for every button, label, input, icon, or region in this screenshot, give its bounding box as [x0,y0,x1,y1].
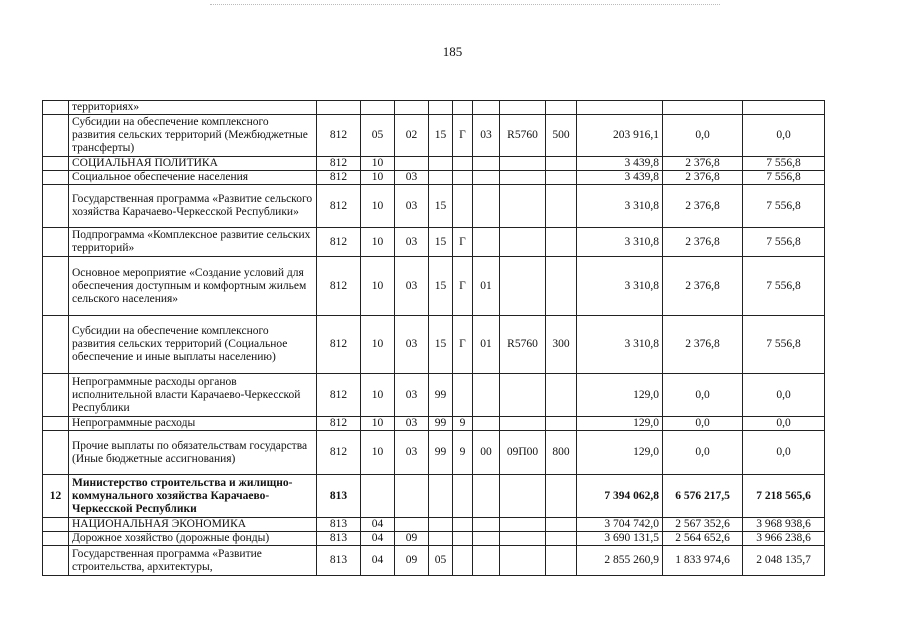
row-number-cell [43,115,69,157]
direction-code-cell [500,374,546,417]
event-code-cell [473,157,500,171]
direction-code-cell: R5760 [500,115,546,157]
table-row [43,115,825,157]
amount-year1-cell: 3 439,8 [577,157,663,171]
grbs-code-cell: 813 [317,518,361,532]
event-code-cell [473,546,500,576]
item-name-cell: Прочие выплаты по обязательствам государства (Иные бюджетные ассигнования) [69,431,317,475]
amount-year1-cell: 7 394 062,8 [577,475,663,518]
section-code-cell: 10 [361,157,395,171]
table-row [43,257,825,316]
item-name-cell: Социальное обеспечение населения [69,171,317,185]
expense-type-cell: 800 [546,431,577,475]
subsection-code-cell: 03 [395,316,429,374]
amount-year1-cell: 2 855 260,9 [577,546,663,576]
amount-year2-cell: 0,0 [663,115,743,157]
table-row [43,157,825,171]
amount-year3-cell: 7 218 565,6 [743,475,825,518]
amount-year1-cell: 3 439,8 [577,171,663,185]
grbs-code-cell: 812 [317,228,361,257]
program-code-cell [429,475,453,518]
event-code-cell [473,228,500,257]
grbs-code-cell: 812 [317,374,361,417]
section-code-cell: 04 [361,518,395,532]
subsection-code-cell [395,101,429,115]
amount-year3-cell: 7 556,8 [743,316,825,374]
row-number-cell [43,185,69,228]
expense-type-cell [546,417,577,431]
grbs-code-cell: 813 [317,532,361,546]
subsection-code-cell: 03 [395,228,429,257]
subsection-code-cell [395,518,429,532]
direction-code-cell [500,417,546,431]
amount-year3-cell: 7 556,8 [743,257,825,316]
program-code-cell [429,101,453,115]
amount-year2-cell: 2 376,8 [663,316,743,374]
subsection-code-cell: 09 [395,546,429,576]
subprogram-code-cell [453,518,473,532]
subsection-code-cell: 03 [395,185,429,228]
grbs-code-cell: 812 [317,431,361,475]
expense-type-cell [546,475,577,518]
program-code-cell: 15 [429,316,453,374]
table-row [43,228,825,257]
direction-code-cell [500,546,546,576]
section-code-cell: 10 [361,257,395,316]
section-code-cell: 10 [361,431,395,475]
expense-type-cell [546,546,577,576]
row-number-cell [43,101,69,115]
subprogram-code-cell [453,185,473,228]
item-name-cell: Подпрограмма «Комплексное развитие сельских территорий» [69,228,317,257]
subprogram-code-cell [453,101,473,115]
amount-year1-cell: 203 916,1 [577,115,663,157]
expense-type-cell [546,228,577,257]
event-code-cell: 03 [473,115,500,157]
amount-year2-cell: 2 376,8 [663,171,743,185]
section-code-cell: 10 [361,374,395,417]
scan-top-edge [210,4,720,5]
event-code-cell: 00 [473,431,500,475]
amount-year3-cell: 2 048 135,7 [743,546,825,576]
subsection-code-cell [395,157,429,171]
grbs-code-cell: 812 [317,257,361,316]
amount-year3-cell: 0,0 [743,417,825,431]
section-code-cell: 10 [361,316,395,374]
program-code-cell [429,518,453,532]
grbs-code-cell: 813 [317,475,361,518]
amount-year2-cell: 2 567 352,6 [663,518,743,532]
program-code-cell: 15 [429,115,453,157]
direction-code-cell [500,475,546,518]
subprogram-code-cell [453,374,473,417]
section-code-cell: 10 [361,417,395,431]
table-row [43,475,825,518]
section-code-cell [361,101,395,115]
amount-year2-cell: 2 376,8 [663,157,743,171]
item-name-cell: территориях» [69,101,317,115]
program-code-cell: 15 [429,257,453,316]
direction-code-cell [500,532,546,546]
program-code-cell: 15 [429,185,453,228]
program-code-cell [429,532,453,546]
expense-type-cell [546,101,577,115]
grbs-code-cell: 812 [317,171,361,185]
direction-code-cell [500,157,546,171]
page-number: 185 [442,44,463,59]
amount-year3-cell: 3 966 238,6 [743,532,825,546]
grbs-code-cell: 812 [317,157,361,171]
section-code-cell [361,475,395,518]
amount-year2-cell: 2 376,8 [663,257,743,316]
amount-year3-cell: 7 556,8 [743,228,825,257]
expense-type-cell [546,532,577,546]
section-code-cell: 05 [361,115,395,157]
table-row [43,417,825,431]
event-code-cell [473,532,500,546]
amount-year2-cell [663,101,743,115]
table-row [43,532,825,546]
subprogram-code-cell [453,532,473,546]
amount-year1-cell: 3 310,8 [577,228,663,257]
amount-year3-cell: 7 556,8 [743,171,825,185]
expense-type-cell: 500 [546,115,577,157]
table-row [43,518,825,532]
item-name-cell: Государственная программа «Развитие строительства, архитектуры, [69,546,317,576]
direction-code-cell: R5760 [500,316,546,374]
item-name-cell: НАЦИОНАЛЬНАЯ ЭКОНОМИКА [69,518,317,532]
amount-year2-cell: 2 564 652,6 [663,532,743,546]
row-number-cell [43,417,69,431]
amount-year1-cell: 3 704 742,0 [577,518,663,532]
event-code-cell [473,417,500,431]
subprogram-code-cell [453,157,473,171]
subprogram-code-cell: Г [453,257,473,316]
item-name-cell: Субсидии на обеспечение комплексного развития сельских территорий (Социальное обеспечение и иные выплаты населению) [69,316,317,374]
direction-code-cell [500,228,546,257]
amount-year1-cell: 129,0 [577,431,663,475]
amount-year3-cell [743,101,825,115]
table-row [43,374,825,417]
amount-year1-cell: 3 310,8 [577,316,663,374]
table-row [43,316,825,374]
subsection-code-cell: 09 [395,532,429,546]
amount-year2-cell: 0,0 [663,431,743,475]
event-code-cell [473,185,500,228]
item-name-cell: СОЦИАЛЬНАЯ ПОЛИТИКА [69,157,317,171]
amount-year1-cell: 3 310,8 [577,185,663,228]
section-code-cell: 10 [361,185,395,228]
row-number-cell [43,157,69,171]
amount-year1-cell: 3 690 131,5 [577,532,663,546]
amount-year2-cell: 6 576 217,5 [663,475,743,518]
program-code-cell [429,157,453,171]
expense-type-cell [546,171,577,185]
row-number-cell [43,257,69,316]
subprogram-code-cell: Г [453,316,473,374]
row-number-cell [43,374,69,417]
item-name-cell: Непрограммные расходы органов исполнительной власти Карачаево-Черкесской Республики [69,374,317,417]
expense-type-cell [546,257,577,316]
direction-code-cell: 09П00 [500,431,546,475]
amount-year2-cell: 2 376,8 [663,185,743,228]
subsection-code-cell: 03 [395,257,429,316]
row-number-cell: 12 [43,475,69,518]
item-name-cell: Основное мероприятие «Создание условий для обеспечения доступным и комфортным жильем сельского населения» [69,257,317,316]
subprogram-code-cell: 9 [453,431,473,475]
subprogram-code-cell: Г [453,115,473,157]
row-number-cell [43,171,69,185]
amount-year1-cell: 3 310,8 [577,257,663,316]
amount-year1-cell [577,101,663,115]
event-code-cell [473,518,500,532]
item-name-cell: Государственная программа «Развитие сельского хозяйства Карачаево-Черкесской Республики» [69,185,317,228]
expense-type-cell [546,518,577,532]
row-number-cell [43,316,69,374]
subprogram-code-cell [453,171,473,185]
amount-year2-cell: 1 833 974,6 [663,546,743,576]
program-code-cell: 05 [429,546,453,576]
subsection-code-cell [395,475,429,518]
subprogram-code-cell [453,546,473,576]
item-name-cell: Министерство строительства и жилищно-коммунального хозяйства Карачаево-Черкесской Республики [69,475,317,518]
row-number-cell [43,228,69,257]
expense-type-cell: 300 [546,316,577,374]
program-code-cell: 99 [429,374,453,417]
subsection-code-cell: 02 [395,115,429,157]
direction-code-cell [500,257,546,316]
event-code-cell [473,475,500,518]
item-name-cell: Субсидии на обеспечение комплексного развития сельских территорий (Межбюджетные трансферты) [69,115,317,157]
direction-code-cell [500,518,546,532]
table-row [43,431,825,475]
event-code-cell: 01 [473,316,500,374]
subprogram-code-cell [453,475,473,518]
subsection-code-cell: 03 [395,431,429,475]
expense-type-cell [546,157,577,171]
section-code-cell: 04 [361,532,395,546]
amount-year2-cell: 0,0 [663,374,743,417]
amount-year3-cell: 7 556,8 [743,185,825,228]
budget-table [42,100,825,576]
amount-year1-cell: 129,0 [577,417,663,431]
item-name-cell: Дорожное хозяйство (дорожные фонды) [69,532,317,546]
grbs-code-cell: 812 [317,316,361,374]
grbs-code-cell: 813 [317,546,361,576]
subsection-code-cell: 03 [395,171,429,185]
subsection-code-cell: 03 [395,374,429,417]
direction-code-cell [500,171,546,185]
event-code-cell [473,101,500,115]
subprogram-code-cell: Г [453,228,473,257]
amount-year1-cell: 129,0 [577,374,663,417]
row-number-cell [43,546,69,576]
row-number-cell [43,532,69,546]
program-code-cell: 99 [429,431,453,475]
event-code-cell [473,374,500,417]
direction-code-cell [500,101,546,115]
item-name-cell: Непрограммные расходы [69,417,317,431]
program-code-cell: 15 [429,228,453,257]
table-row [43,185,825,228]
subprogram-code-cell: 9 [453,417,473,431]
grbs-code-cell: 812 [317,417,361,431]
section-code-cell: 10 [361,171,395,185]
expense-type-cell [546,374,577,417]
amount-year3-cell: 7 556,8 [743,157,825,171]
event-code-cell: 01 [473,257,500,316]
row-number-cell [43,518,69,532]
amount-year3-cell: 0,0 [743,374,825,417]
section-code-cell: 10 [361,228,395,257]
program-code-cell: 99 [429,417,453,431]
amount-year3-cell: 3 968 938,6 [743,518,825,532]
amount-year2-cell: 0,0 [663,417,743,431]
table-row [43,546,825,576]
event-code-cell [473,171,500,185]
grbs-code-cell: 812 [317,185,361,228]
grbs-code-cell [317,101,361,115]
section-code-cell: 04 [361,546,395,576]
amount-year3-cell: 0,0 [743,115,825,157]
subsection-code-cell: 03 [395,417,429,431]
expense-type-cell [546,185,577,228]
table-row [43,171,825,185]
row-number-cell [43,431,69,475]
amount-year2-cell: 2 376,8 [663,228,743,257]
amount-year3-cell: 0,0 [743,431,825,475]
table-row [43,101,825,115]
grbs-code-cell: 812 [317,115,361,157]
direction-code-cell [500,185,546,228]
program-code-cell [429,171,453,185]
